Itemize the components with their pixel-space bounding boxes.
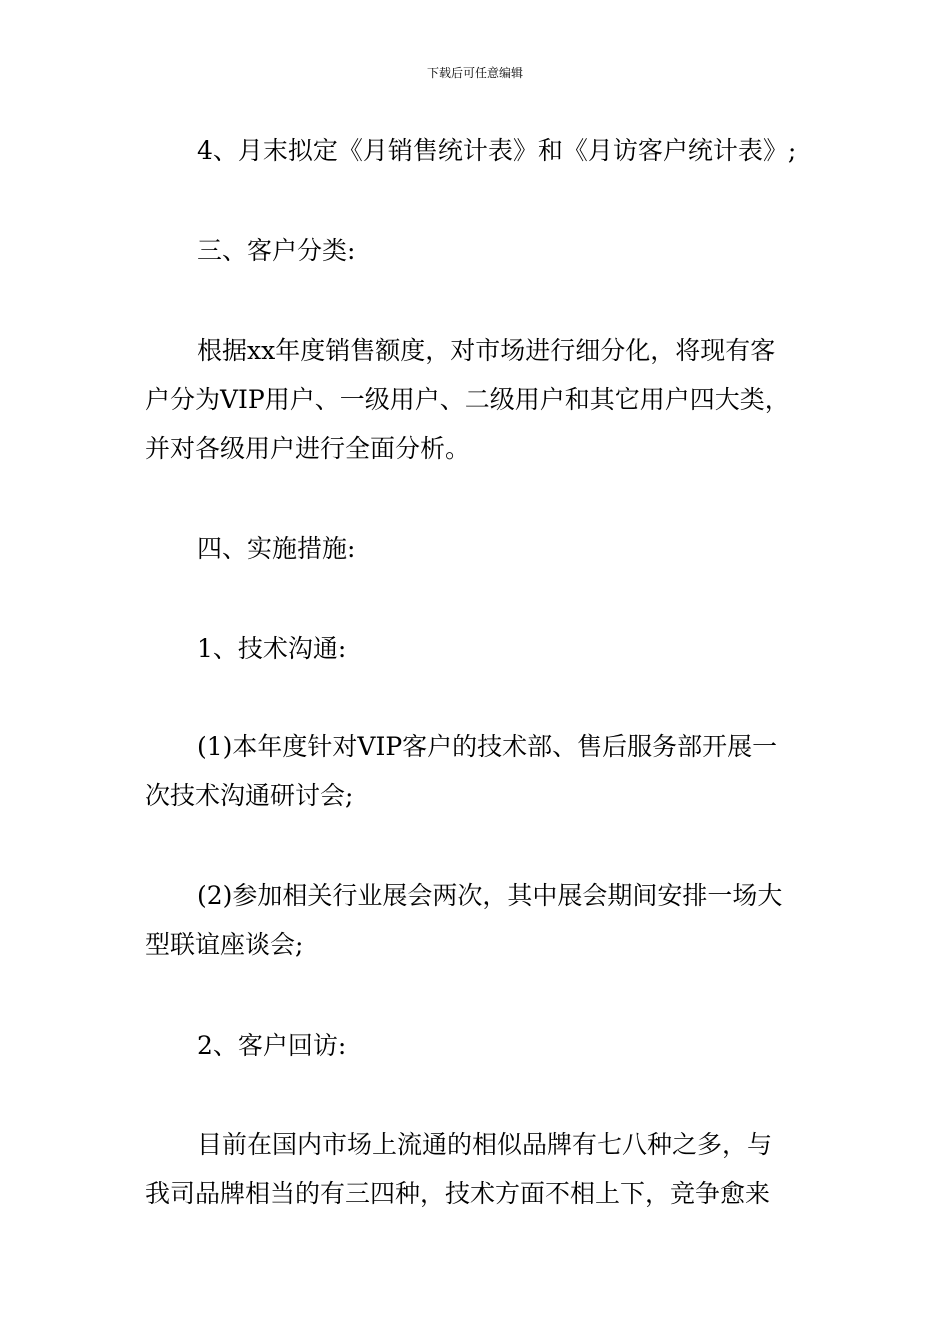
paragraph-customer-classification [145,326,810,473]
text-line: 目前在国内市场上流通的相似品牌有七八种之多，与 [197,1130,773,1159]
text-line: 型联谊座谈会; [145,930,304,959]
text-line: 户分为VIP用户、一级用户、二级用户和其它用户四大类， [145,385,790,414]
text-line: 并对各级用户进行全面分析。 [145,434,471,463]
text-line: 三、客户分类: [197,236,356,265]
text-line: 根据xx年度销售额度，对市场进行细分化，将现有客 [197,336,776,365]
heading-customer-classification [145,226,862,275]
paragraph-item-2 [145,871,810,969]
heading-customer-revisit [145,1021,862,1070]
text-line: (2)参加相关行业展会两次，其中展会期间安排一场大 [197,881,783,910]
heading-technical-communication [145,624,862,673]
heading-implementation-measures [145,524,862,573]
text-line: 我司品牌相当的有三四种，技术方面不相上下，竞争愈来 [145,1179,771,1208]
text-line: 次技术沟通研讨会; [145,781,354,810]
text-line: 1、技术沟通: [197,634,347,663]
text-line: 2、客户回访: [197,1031,347,1060]
paragraph-item-1 [145,722,810,820]
text-line: 4、月末拟定《月销售统计表》和《月访客户统计表》; [197,136,797,165]
text-line: 四、实施措施: [197,534,356,563]
text-line: (1)本年度针对VIP客户的技术部、售后服务部开展一 [197,732,778,761]
paragraph-market-competition [145,1120,810,1218]
page-header: 下载后可任意编辑 [426,66,523,80]
paragraph-monthly-report [145,126,862,175]
